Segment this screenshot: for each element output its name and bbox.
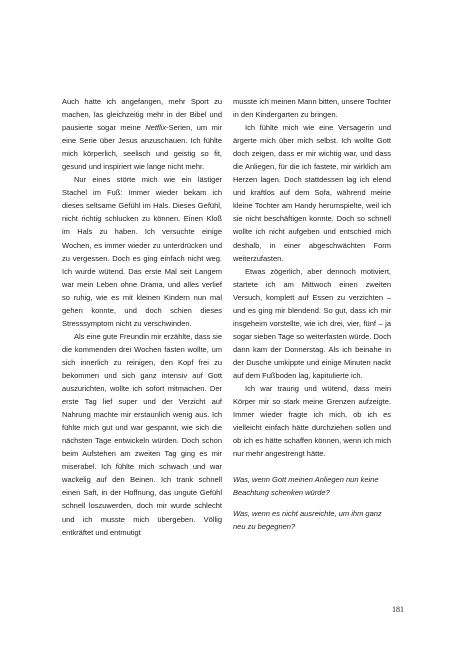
left-column [62, 95, 222, 539]
paragraph: Ich war traurig und wütend, dass mein Körper mir so stark meine Grenzen aufzeigte. Immer wieder fragte ich mich, ob ich es vielleicht einfach hätte durchziehen sollen und ob ich es hätte schaffen können, wenn ich mich nur mehr angestrengt hätte. [233, 384, 391, 459]
paragraph: Etwas zögerlich, aber dennoch motiviert, startete ich am Mittwoch einen zweiten Versuch, komplett auf Essen zu verzichten – und es ging mir blendend. So gut, dass ich mir insgeheim vorstellte, wie ich drei, vier, fünf – ja sogar sieben Tage so weiterfasten würde. Doch dann kam der Donnerstag. Als ich beinahe in der Dusche umkippte und einige Minuten nackt auf dem Fußboden lag, kapitulierte ich. [233, 266, 391, 380]
paragraph: Ich fühlte mich wie eine Versagerin und ärgerte mich über mich selbst. Ich wollte Gott doch zeigen, dass er mir wichtig war, und dass die Anliegen, für die ich fastete, mir wirklich am Herzen lagen. Doch stattdessen lag ich elend und kraftlos auf dem Sofa, während meine kleine Tochter am Handy herumspielte, weil ich sie nicht beschäftigen konnte. Doch so schnell wollte ich nicht aufgeben und entschied mich deshalb, in einer abgeschwächten Form weiterzufasten. [233, 123, 391, 263]
question-italic: Was, wenn Gott meinen Anliegen nun keine Beachtung schenken würde? [233, 475, 379, 498]
right-column [233, 95, 391, 534]
question-italic: Was, wenn es nicht ausreichte, um ihm ganz neu zu begegnen? [233, 509, 382, 532]
paragraph: musste ich meinen Mann bitten, unsere Tochter in den Kindergarten zu bringen. [233, 97, 391, 120]
page-number: 181 [392, 605, 404, 614]
paragraph: Auch hatte ich angefangen, mehr Sport zu machen, las gleichzeitig mehr in der Bibel und pausierte sogar meine Netflix-Serien, um mir eine Serie über Jesus anzuschauen. Ich fühlte mich körperlich, seelisch und geistig so fit, gesund und inspiriert wie lange nicht mehr. [62, 97, 222, 172]
paragraph: Nur eines störte mich wie ein lästiger Stachel im Fuß: Immer wieder bekam ich dieses seltsame Gefühl im Hals. Dieses Gefühl, nicht richtig schlucken zu können. Einen Kloß im Hals zu haben. Ich versuchte einige Wochen, es immer wieder zu unterdrücken und zu vergessen. Doch es ging einfach nicht weg. Ich wurde wütend. Das erste Mal seit Langem war mein Leben ohne Drama, und alles verlief so ruhig, wie es mit kleinen Kindern nun mal gehen konnte, und doch schien dieses Stresssymptom nicht zu verschwinden. [62, 175, 222, 328]
paragraph: Als eine gute Freundin mir erzählte, dass sie die kommenden drei Wochen fasten wollte, um sich innerlich zu reinigen, den Kopf frei zu bekommen und sich ganz intensiv auf Gott auszurichten, wollte ich sofort mitmachen. Der erste Tag lief super und der Verzicht auf Nahrung machte mir erstaunlich wenig aus. Ich fühlte mich gut und war gespannt, wie sich die nächsten Tage entwickeln würden. Doch schon beim Aufstehen am zweiten Tag ging es mir miserabel. Ich fühlte mich schwach und war wackelig auf den Beinen. Ich trank schnell einen Saft, in der Hoffnung, das ungute Gefühl schnell loszuwerden, doch mir wurde schlecht und ich musste mich übergeben. Völlig entkräftet und entmutigt [62, 331, 222, 537]
